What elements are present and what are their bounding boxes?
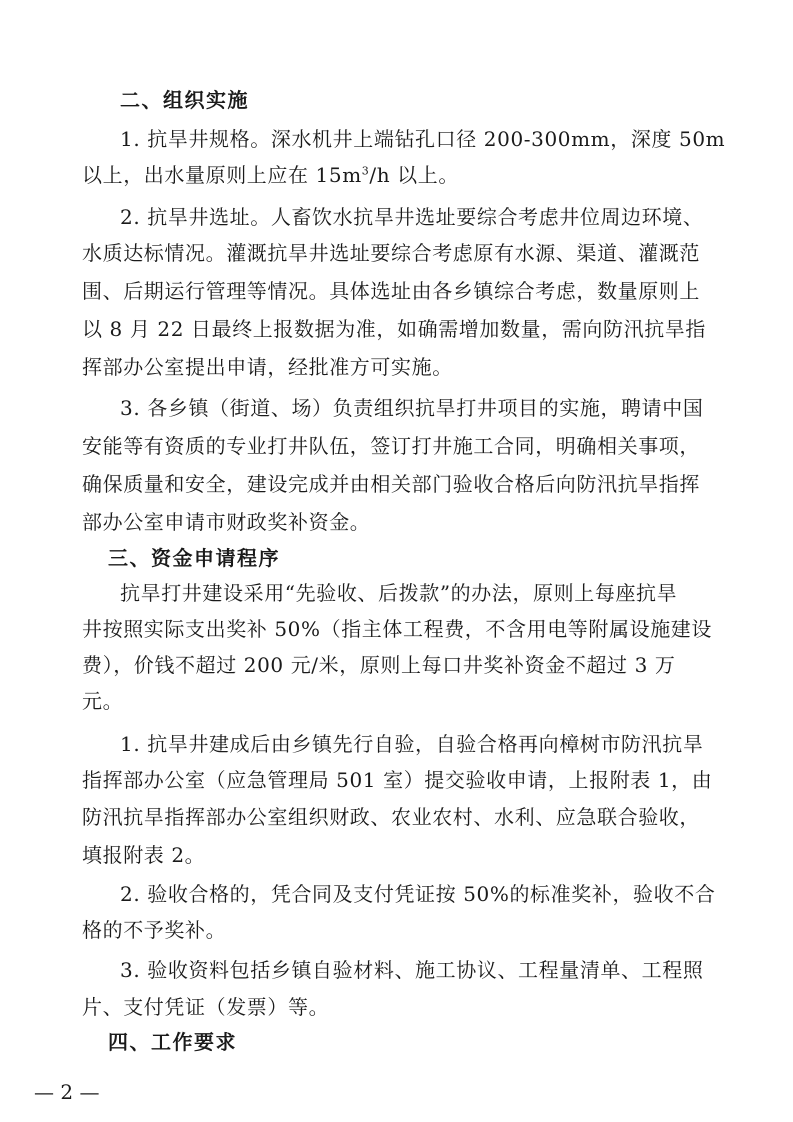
paragraph-line: 水质达标情况。灌溉抗旱井选址要综合考虑原有水源、渠道、灌溉范 [82, 241, 700, 265]
paragraph-text: /h 以上。 [369, 163, 459, 187]
paragraph-line: 井按照实际支出奖补 50%（指主体工程费，不含用电等附属设施建设 [82, 617, 713, 641]
superscript: 3 [361, 164, 370, 178]
paragraph-line [82, 163, 722, 187]
paragraph-line: 以 8 月 22 日最终上报数据为准，如确需增加数量，需向防汛抗旱指 [82, 317, 707, 341]
paragraph-line: 3. 验收资料包括乡镇自验材料、施工协议、工程量清单、工程照 [120, 958, 704, 982]
paragraph-text: 以上，出水量原则上应在 15m [82, 163, 362, 187]
paragraph-line: 片、支付凭证（发票）等。 [82, 995, 330, 1019]
section-heading-funding: 三、资金申请程序 [108, 546, 280, 570]
paragraph-line: 防汛抗旱指挥部办公室组织财政、农业农村、水利、应急联合验收， [82, 805, 700, 829]
paragraph-line: 部办公室申请市财政奖补资金。 [82, 510, 371, 534]
paragraph-line: 费），价钱不超过 200 元/米，原则上每口井奖补资金不超过 3 万 [82, 653, 676, 677]
section-heading-organization: 二、组织实施 [120, 88, 249, 112]
paragraph-line: 2. 验收合格的，凭合同及支付凭证按 50%的标准奖补，验收不合 [120, 882, 716, 906]
paragraph-line: 1. 抗旱井规格。深水机井上端钻孔口径 200-300mm，深度 50m [120, 127, 726, 151]
paragraph-line: 格的不予奖补。 [82, 918, 227, 942]
paragraph-line: 确保质量和安全，建设完成并由相关部门验收合格后向防汛抗旱指挥 [82, 472, 700, 496]
paragraph-line: 填报附表 2。 [82, 843, 206, 867]
page-number: — 2 — [34, 1080, 100, 1104]
paragraph-line: 3. 各乡镇（街道、场）负责组织抗旱打井项目的实施，聘请中国 [120, 396, 704, 420]
paragraph-line: 元。 [82, 689, 124, 713]
section-heading-requirements: 四、工作要求 [108, 1030, 237, 1054]
paragraph-line: 围、后期运行管理等情况。具体选址由各乡镇综合考虑，数量原则上 [82, 279, 700, 303]
paragraph-line: 挥部办公室提出申请，经批准方可实施。 [82, 355, 453, 379]
paragraph-line: 1. 抗旱井建成后由乡镇先行自验，自验合格再向樟树市防汛抗旱 [120, 732, 704, 756]
paragraph-line: 安能等有资质的专业打井队伍，签订打井施工合同，明确相关事项， [82, 434, 700, 458]
paragraph-line: 抗旱打井建设采用“先验收、后拨款”的办法，原则上每座抗旱 [120, 581, 678, 605]
paragraph-line: 2. 抗旱井选址。人畜饮水抗旱井选址要综合考虑井位周边环境、 [120, 205, 704, 229]
paragraph-line: 指挥部办公室（应急管理局 501 室）提交验收申请，上报附表 1，由 [82, 768, 713, 792]
